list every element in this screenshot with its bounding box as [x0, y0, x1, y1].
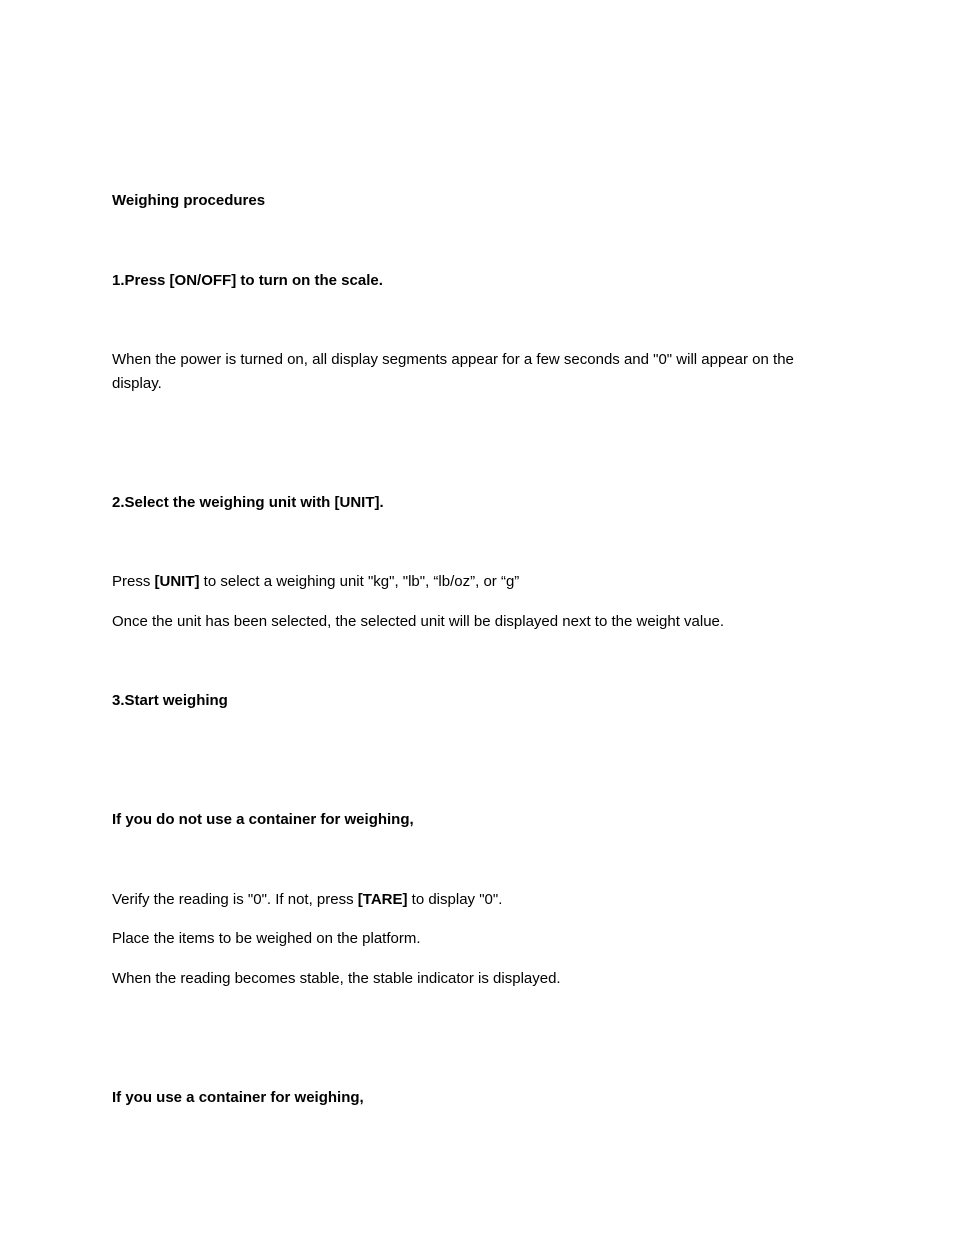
- step2-paragraph-1: [112, 570, 842, 594]
- with-container-heading: If you use a container for weighing,: [112, 1089, 364, 1106]
- no-container-p1-post: to display "0".: [407, 891, 503, 908]
- page-title: Weighing procedures: [112, 192, 266, 209]
- unit-key-label: [UNIT]: [154, 573, 200, 590]
- step2-heading: 2.Select the weighing unit with [UNIT].: [112, 494, 384, 511]
- step1-heading: 1.Press [ON/OFF] to turn on the scale.: [112, 272, 383, 289]
- no-container-heading: If you do not use a container for weighing,: [112, 811, 414, 828]
- step2-p1-pre: Press: [112, 573, 155, 590]
- step2-paragraph-2: Once the unit has been selected, the selected unit will be displayed next to the weight value.: [112, 613, 725, 630]
- step1-body: When the power is turned on, all display segments appear for a few seconds and "0" will appear on the display.: [112, 351, 794, 392]
- tare-key-label: [TARE]: [357, 891, 408, 908]
- no-container-paragraph-1: [112, 888, 842, 912]
- step3-heading: 3.Start weighing: [112, 692, 228, 709]
- no-container-paragraph-3: When the reading becomes stable, the stable indicator is displayed.: [112, 970, 561, 987]
- step2-p1-post: to select a weighing unit "kg", "lb", “lb/oz”, or “g”: [199, 573, 520, 590]
- no-container-p1-pre: Verify the reading is "0". If not, press: [112, 891, 358, 908]
- no-container-paragraph-2: Place the items to be weighed on the platform.: [112, 930, 421, 947]
